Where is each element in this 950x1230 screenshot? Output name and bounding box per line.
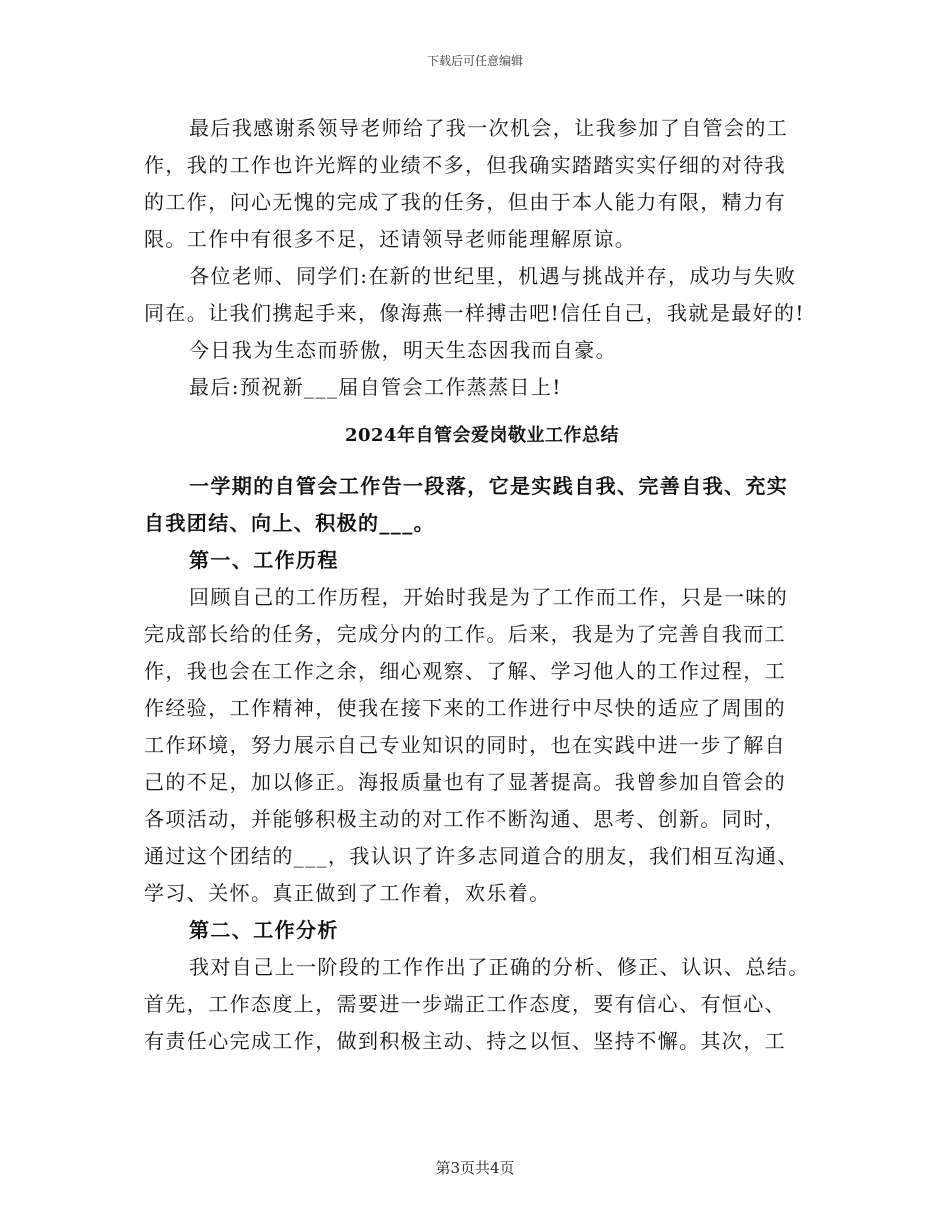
paragraph-line: 今日我为生态而骄傲，明天生态因我而自豪。: [189, 338, 617, 362]
paragraph-line: 限。工作中有很多不足，还请领导老师能理解原谅。: [144, 227, 637, 251]
paragraph-line: 工作环境，努力展示自己专业知识的同时，也在实践中进一步了解自: [144, 733, 786, 757]
lead-line: 一学期的自管会工作告一段落，它是实践自我、完善自我、充实: [189, 474, 789, 498]
paragraph-line: 各项活动，并能够积极主动的对工作不断沟通、思考、创新。同时，: [144, 807, 786, 831]
paragraph-line: 最后我感谢系领导老师给了我一次机会，让我参加了自管会的工: [189, 116, 789, 140]
paragraph-line: 作经验，工作精神，使我在接下来的工作进行中尽快的适应了周围的: [144, 696, 786, 720]
section-heading: 第二、工作分析: [189, 918, 339, 942]
page-footer: 第3页共4页: [435, 1159, 515, 1177]
paragraph-line: 最后:预祝新___届自管会工作蒸蒸日上!: [189, 375, 562, 399]
paragraph-line: 的工作，问心无愧的完成了我的任务，但由于本人能力有限，精力有: [144, 190, 786, 214]
paragraph-line: 己的不足，加以修正。海报质量也有了显著提高。我曾参加自管会的: [144, 770, 786, 794]
paragraph-line: 完成部长给的任务，完成分内的工作。后来，我是为了完善自我而工: [144, 622, 786, 646]
paragraph-line: 各位老师、同学们:在新的世纪里，机遇与挑战并存，成功与失败: [189, 264, 797, 288]
paragraph-line: 作，我也会在工作之余，细心观察、了解、学习他人的工作过程，工: [144, 659, 786, 683]
paragraph-line: 回顾自己的工作历程，开始时我是为了工作而工作，只是一味的: [189, 585, 789, 609]
paragraph-line: 有责任心完成工作，做到积极主动、持之以恒、坚持不懈。其次，工: [144, 1029, 786, 1053]
paragraph-line: 同在。让我们携起手来，像海燕一样搏击吧!信任自己，我就是最好的!: [144, 301, 805, 325]
paragraph-line: 我对自己上一阶段的工作作出了正确的分析、修正、认识、总结。: [189, 955, 810, 979]
section-heading: 第一、工作历程: [189, 548, 339, 572]
lead-line: 自我团结、向上、积极的___。: [144, 511, 435, 535]
paragraph-line: 首先，工作态度上，需要进一步端正工作态度，要有信心、有恒心、: [144, 992, 786, 1016]
document-title: 2024年自管会爱岗敬业工作总结: [344, 425, 620, 446]
page-header: 下载后可任意编辑: [426, 54, 523, 68]
document-body: [144, 110, 820, 1060]
paragraph-line: 作，我的工作也许光辉的业绩不多，但我确实踏踏实实仔细的对待我: [144, 153, 786, 177]
paragraph-line: 通过这个团结的___，我认识了许多志同道合的朋友，我们相互沟通、: [144, 844, 799, 868]
paragraph-line: 学习、关怀。真正做到了工作着，欢乐着。: [144, 881, 551, 905]
